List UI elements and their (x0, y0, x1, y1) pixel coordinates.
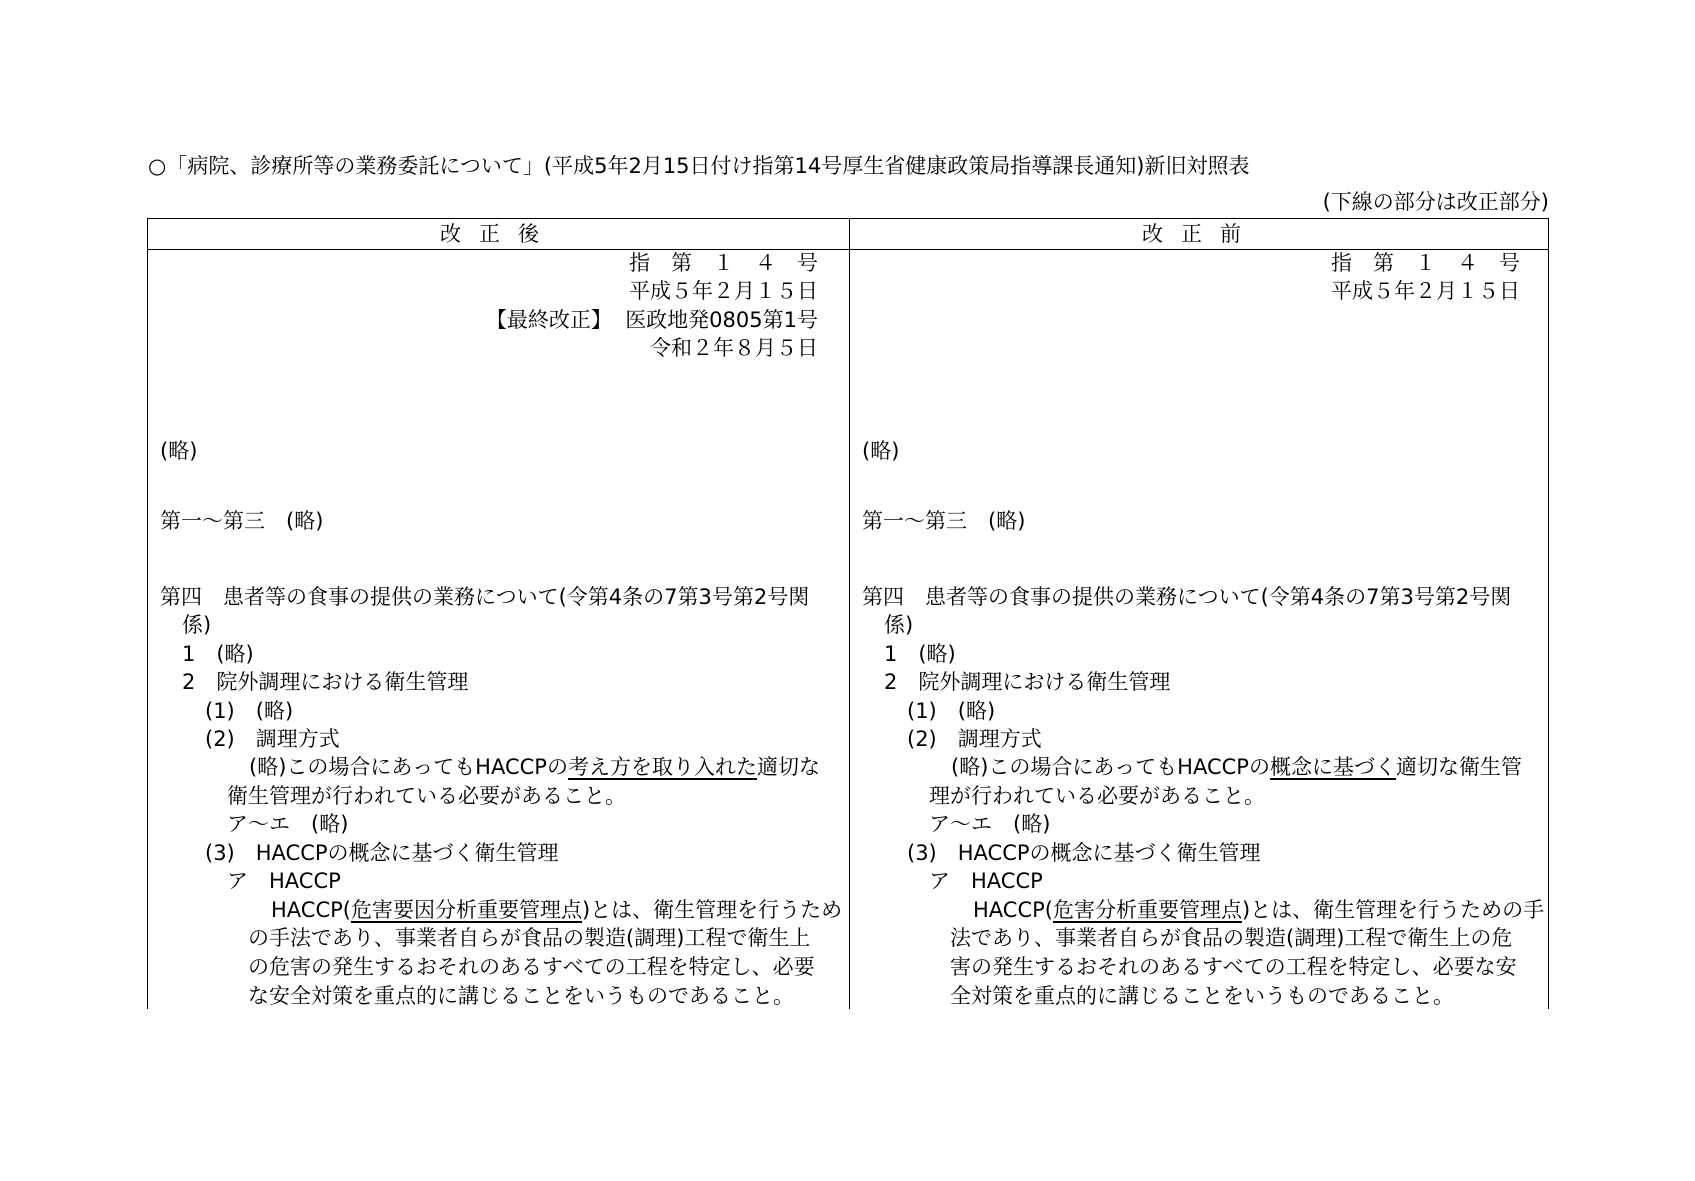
line-text: 適切な衛生管 (1395, 755, 1522, 779)
line-text: (略) (862, 439, 900, 463)
line-text: な安全対策を重点的に講じることをいうものであること。 (248, 984, 794, 1008)
line-text: HACCP( (271, 898, 351, 922)
line-text: 第四 患者等の食事の提供の業務について(令第4条の7第3号第2号関 (862, 585, 1512, 609)
text-line (248, 982, 794, 1010)
text-line (227, 810, 348, 838)
text-line (884, 611, 913, 639)
text-line (227, 782, 626, 810)
text-line (205, 725, 340, 753)
text-line (160, 437, 197, 465)
text-line (907, 839, 1261, 867)
line-text: 衛生管理が行われている必要があること。 (227, 784, 626, 808)
text-line (929, 810, 1050, 838)
line-text: の手法であり、事業者自らが食品の製造(調理)工程で衛生上 (248, 926, 811, 950)
notice-number-line (650, 334, 818, 362)
header-after-amendment: 改正後 (440, 222, 557, 246)
notice-number-text: 令和２年８月５日 (650, 336, 818, 360)
line-text: (3) HACCPの概念に基づく衛生管理 (205, 841, 559, 865)
text-line (249, 753, 820, 781)
text-line (950, 953, 1517, 981)
line-text: (略) (160, 439, 198, 463)
header-before-amendment: 改正前 (1142, 222, 1259, 246)
line-text: 1 (略) (182, 642, 254, 666)
text-line (182, 668, 468, 696)
text-line (248, 924, 810, 952)
notice-number-text: 指 第 １ ４ 号 (629, 251, 818, 275)
text-line (862, 583, 1511, 611)
text-line (907, 725, 1042, 753)
last-amendment-label: 【最終改正】 (485, 308, 626, 332)
text-line (884, 668, 1170, 696)
amended-text: 概念に基づく (1269, 755, 1396, 779)
underline-note: (下線の部分は改正部分) (1322, 190, 1549, 214)
text-line (907, 697, 995, 725)
text-line (973, 896, 1544, 924)
notice-number-line (486, 306, 818, 334)
amended-text: 考え方を取り入れた (567, 755, 757, 779)
line-text: 係) (182, 613, 212, 637)
line-text: 理が行われている必要があること。 (929, 784, 1265, 808)
text-line (182, 611, 211, 639)
notice-number-text: 医政地発0805第1号 (625, 308, 818, 332)
text-line (182, 640, 254, 668)
line-text: 第一～第三 (略) (160, 509, 324, 533)
text-line (929, 867, 1043, 895)
text-line (160, 507, 323, 535)
text-line (862, 507, 1025, 535)
text-line (271, 896, 842, 924)
amended-text: 危害要因分析重要管理点 (350, 898, 582, 922)
text-line (205, 697, 293, 725)
line-text: ア～エ (略) (227, 812, 349, 836)
line-text: 係) (884, 613, 914, 637)
notice-number-line (629, 249, 818, 277)
line-text: 第一～第三 (略) (862, 509, 1026, 533)
text-line (160, 583, 809, 611)
amended-text: 危害分析重要管理点 (1052, 898, 1242, 922)
text-line (950, 924, 1512, 952)
line-text: (2) 調理方式 (205, 727, 340, 751)
line-text: 1 (略) (884, 642, 956, 666)
text-line (950, 982, 1454, 1010)
line-text: (1) (略) (205, 699, 294, 723)
text-line (862, 437, 899, 465)
line-text: ア HACCP (227, 869, 341, 893)
comparison-table (147, 218, 1549, 1009)
line-text: 害の発生するおそれのあるすべての工程を特定し、必要な安 (950, 955, 1517, 979)
notice-number-line (1331, 277, 1520, 305)
column-before (850, 219, 1545, 1009)
line-text: の危害の発生するおそれのあるすべての工程を特定し、必要 (248, 955, 815, 979)
notice-number-text: 平成５年２月１５日 (1331, 279, 1520, 303)
line-text: (3) HACCPの概念に基づく衛生管理 (907, 841, 1261, 865)
line-text: (1) (略) (907, 699, 996, 723)
line-text: (略)この場合にあってもHACCPの (249, 755, 568, 779)
document-title: ○「病院、診療所等の業務委託について」(平成5年2月15日付け指第14号厚生省健康政策局指導課長通知)新旧対照表 (148, 154, 1250, 178)
line-text: 2 院外調理における衛生管理 (182, 670, 469, 694)
line-text: 2 院外調理における衛生管理 (884, 670, 1171, 694)
line-text: (2) 調理方式 (907, 727, 1042, 751)
line-text: ア～エ (略) (929, 812, 1051, 836)
line-text: 全対策を重点的に講じることをいうものであること。 (950, 984, 1454, 1008)
text-line (248, 953, 815, 981)
line-text: 法であり、事業者自らが食品の製造(調理)工程で衛生上の危 (950, 926, 1513, 950)
notice-number-text: 平成５年２月１５日 (629, 279, 818, 303)
line-text: )とは、衛生管理を行うため (581, 898, 843, 922)
text-line (227, 867, 341, 895)
notice-number-line (1331, 249, 1520, 277)
line-text: ア HACCP (929, 869, 1043, 893)
line-text: 適切な (756, 755, 820, 779)
notice-number-line (629, 277, 818, 305)
line-text: (略)この場合にあってもHACCPの (951, 755, 1270, 779)
column-after (148, 219, 843, 1009)
text-line (951, 753, 1522, 781)
text-line (884, 640, 956, 668)
line-text: )とは、衛生管理を行うための手 (1241, 898, 1545, 922)
line-text: 第四 患者等の食事の提供の業務について(令第4条の7第3号第2号関 (160, 585, 810, 609)
line-text: HACCP( (973, 898, 1053, 922)
notice-number-text: 指 第 １ ４ 号 (1331, 251, 1520, 275)
text-line (929, 782, 1265, 810)
text-line (205, 839, 559, 867)
